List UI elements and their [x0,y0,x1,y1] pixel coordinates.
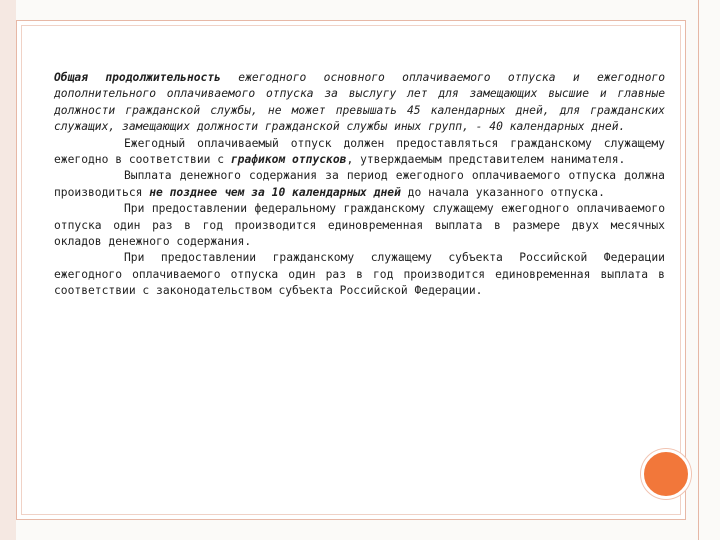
paragraph-regional-payment: При предоставлении гражданскому служащему субъекта Российской Федерации ежегодного оплачиваемого отпуска один раз в год производится единовременная выплата в соответствии с законодательством субъекта Российской Федерации. [54,251,665,298]
emphasis-total-duration: Общая продолжительность [54,71,221,84]
paragraph-pay-timing [54,168,665,201]
paragraph-3-text-start: Выплата денежного содержания за период ежегодного оплачиваемого отпуска должна производиться [54,169,665,199]
paragraph-total-leave-duration [54,70,665,136]
paragraph-annual-leave-schedule [54,136,665,169]
emphasis-leave-schedule: графиком отпусков [230,153,347,167]
emphasis-10-days: не позднее чем за 10 календарных дней [149,185,401,199]
paragraph-3-text-end: до начала указанного отпуска. [400,185,605,199]
left-decorative-band [0,0,16,540]
slide-text [54,70,665,300]
paragraph-2-text-start: Ежегодный оплачиваемый отпуск должен предоставляться гражданскому служащему ежегодно в соответствии с [54,136,665,167]
paragraph-federal-payment: При предоставлении федеральному гражданскому служащему ежегодного оплачиваемого отпуска один раз в год производится единовременная выплата в размере двух месячных окладов денежного содержания. [54,202,665,249]
orange-circle-icon [641,449,691,499]
right-decorative-line [698,0,699,540]
paragraph-1-text: ежегодного основного оплачиваемого отпуска и ежегодного дополнительного оплачиваемого отпуска за выслугу лет для замещающих высшие и главные должности гражданской службы, не может превышать 45 календарных дней, для гражданских служащих, замещающих должности гражданской службы иных групп, - 40 календарных дней. [54,71,666,134]
paragraph-2-text-end: , утверждаемым представителем нанимателя. [346,153,626,167]
